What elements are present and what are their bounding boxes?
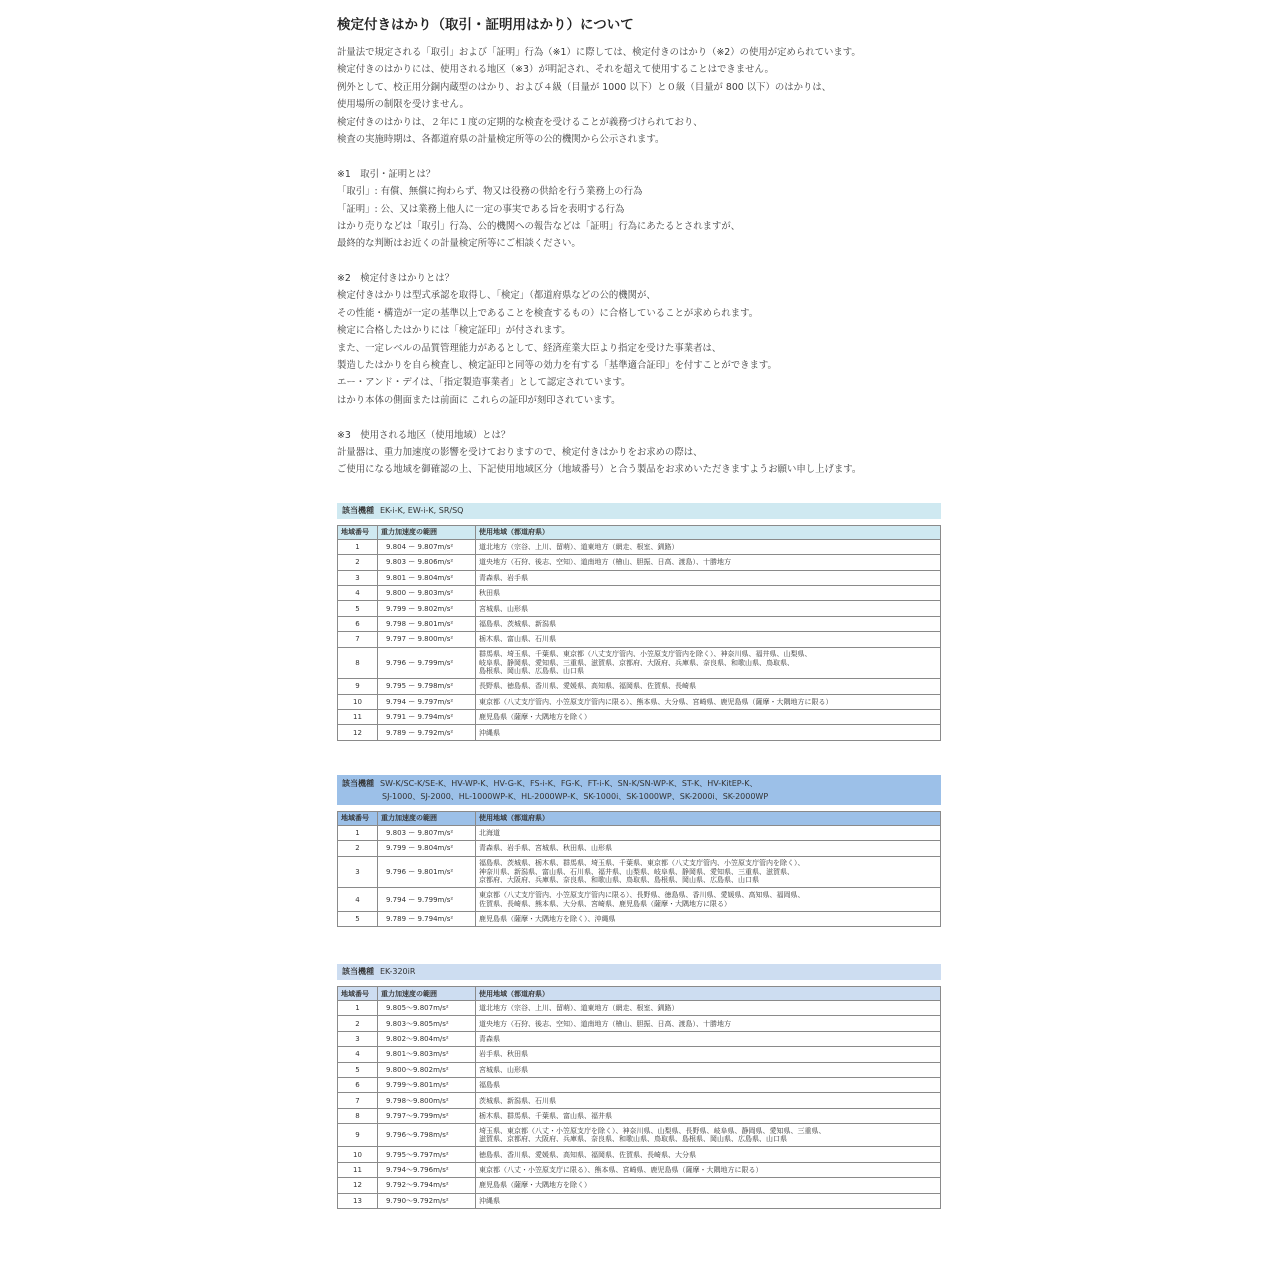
usage-area-line: 栃木県、富山県、石川県 [479, 635, 556, 644]
gravity-range-cell: 9.800 ー 9.803m/s² [378, 585, 476, 600]
usage-area-line: 滋賀県、京都府、大阪府、兵庫県、奈良県、和歌山県、鳥取県、島根県、岡山県、広島県、山口県 [479, 1135, 787, 1144]
usage-area-cell [476, 710, 941, 725]
usage-area-line: 秋田県 [479, 589, 500, 598]
note2-section [337, 270, 941, 409]
area-number-cell: 3 [338, 570, 378, 585]
usage-area-line: 島根県、岡山県、広島県、山口県 [479, 667, 584, 676]
banner-label: 該当機種 [342, 967, 374, 977]
usage-area-cell [476, 601, 941, 616]
note-heading: ※3 使用される地区（使用地域）とは？ [337, 429, 511, 441]
usage-area-line: 徳島県、香川県、愛媛県、高知県、福岡県、佐賀県、長崎県、大分県 [479, 1150, 696, 1159]
usage-area-cell [476, 632, 941, 647]
note3-section [337, 427, 941, 479]
area-number-cell: 3 [338, 1031, 378, 1046]
gravity-range-cell: 9.797 ー 9.800m/s² [378, 632, 476, 647]
gravity-range-cell: 9.796〜9.798m/s² [378, 1124, 476, 1147]
area-number-cell: 8 [338, 1108, 378, 1123]
table-row [338, 1016, 941, 1031]
table-row [338, 694, 941, 709]
area-number-cell: 1 [338, 825, 378, 840]
gravity-range-cell: 9.802〜9.804m/s² [378, 1031, 476, 1046]
area-number-cell: 10 [338, 694, 378, 709]
area-number-cell: 9 [338, 1124, 378, 1147]
text-line: 製造したはかりを自ら検査し、検定証印と同等の効力を有する「基準適合証印」を付すことができます。 [337, 360, 777, 372]
usage-area-line: 岩手県、秋田県 [479, 1050, 528, 1059]
models-banner-1 [337, 503, 941, 519]
header-area-number: 地域番号 [338, 987, 378, 1001]
usage-area-line: 京都府、大阪府、兵庫県、奈良県、和歌山県、鳥取県、島根県、岡山県、広島県、山口県 [479, 876, 759, 885]
area-number-cell: 5 [338, 911, 378, 926]
table-row [338, 1031, 941, 1046]
table-row [338, 555, 941, 570]
gravity-range-cell: 9.794〜9.796m/s² [378, 1162, 476, 1177]
area-number-cell: 11 [338, 710, 378, 725]
usage-area-line: 茨城県、新潟県、石川県 [479, 1096, 556, 1105]
usage-area-cell [476, 911, 941, 926]
gravity-range-cell: 9.798〜9.800m/s² [378, 1093, 476, 1108]
table-row [338, 1108, 941, 1123]
area-number-cell: 7 [338, 1093, 378, 1108]
note-heading: ※2 検定付きはかりとは？ [337, 273, 454, 285]
table-row [338, 601, 941, 616]
note-heading: ※1 取引・証明とは？ [337, 168, 436, 180]
usage-area-line: 青森県、岩手県 [479, 573, 528, 582]
gravity-range-cell: 9.794 ー 9.797m/s² [378, 694, 476, 709]
table-row [338, 1047, 941, 1062]
gravity-range-cell: 9.799 ー 9.804m/s² [378, 841, 476, 856]
area-table-3 [337, 986, 941, 1209]
document [337, 14, 941, 1209]
usage-area-cell [476, 856, 941, 888]
table-row [338, 1162, 941, 1177]
header-gravity-range: 重力加速度の範囲 [378, 987, 476, 1001]
table-row [338, 725, 941, 740]
gravity-range-cell: 9.803 ー 9.806m/s² [378, 555, 476, 570]
table-row [338, 632, 941, 647]
table-row [338, 1178, 941, 1193]
area-number-cell: 3 [338, 856, 378, 888]
usage-area-cell [476, 1193, 941, 1208]
banner-label: 該当機種 [342, 505, 374, 515]
text-line: 最終的な判断はお近くの計量検定所等にご相談ください。 [337, 238, 581, 250]
usage-area-line: 群馬県、埼玉県、千葉県、東京都（八丈支庁管内、小笠原支庁管内を除く）、神奈川県、福井県、山梨県、 [479, 650, 812, 658]
usage-area-line: 福島県 [479, 1081, 500, 1090]
header-usage-area: 使用地域（都道府県） [476, 811, 941, 825]
usage-area-cell [476, 1108, 941, 1123]
area-number-cell: 2 [338, 841, 378, 856]
gravity-range-cell: 9.796 ー 9.799m/s² [378, 647, 476, 679]
text-line: 「証明」: 公、又は業務上他人に一定の事実である旨を表明する行為 [337, 203, 625, 215]
table-header-row [338, 525, 941, 539]
usage-area-line: 長野県、徳島県、香川県、愛媛県、高知県、福岡県、佐賀県、長崎県 [479, 682, 696, 691]
usage-area-line: 青森県 [479, 1034, 500, 1043]
gravity-range-cell: 9.797〜9.799m/s² [378, 1108, 476, 1123]
text-line: 計量法で規定される「取引」および「証明」行為（※1）に際しては、検定付きのはかり（※2）の使用が定められています。 [337, 47, 861, 58]
usage-area-line: 福島県、茨城県、新潟県 [479, 619, 556, 628]
table-row [338, 911, 941, 926]
usage-area-line: 沖縄県 [479, 728, 500, 737]
table-row [338, 1147, 941, 1162]
area-number-cell: 4 [338, 1047, 378, 1062]
table-row [338, 888, 941, 911]
gravity-range-cell: 9.790〜9.792m/s² [378, 1193, 476, 1208]
usage-area-cell [476, 1031, 941, 1046]
area-number-cell: 4 [338, 888, 378, 911]
header-area-number: 地域番号 [338, 811, 378, 825]
usage-area-line: 神奈川県、新潟県、富山県、石川県、福井県、山梨県、岐阜県、静岡県、愛知県、三重県、滋賀県、 [479, 867, 794, 876]
area-number-cell: 8 [338, 647, 378, 679]
area-number-cell: 13 [338, 1193, 378, 1208]
table-row [338, 825, 941, 840]
table-row [338, 1093, 941, 1108]
table-row [338, 647, 941, 679]
gravity-range-cell: 9.801〜9.803m/s² [378, 1047, 476, 1062]
page-title: 検定付きはかり（取引・証明用はかり）について [337, 17, 634, 33]
gravity-range-cell: 9.794 ー 9.799m/s² [378, 888, 476, 911]
area-number-cell: 10 [338, 1147, 378, 1162]
usage-area-line: 鹿児島県（薩摩・大隅地方を除く） [479, 1181, 591, 1190]
area-number-cell: 6 [338, 616, 378, 631]
model-list: EK-320iR [380, 967, 416, 977]
table-row [338, 585, 941, 600]
gravity-range-cell: 9.795 ー 9.798m/s² [378, 679, 476, 694]
gravity-range-cell: 9.796 ー 9.801m/s² [378, 856, 476, 888]
usage-area-line: 東京都（八丈支庁管内、小笠原支庁管内に限る）、熊本県、大分県、宮崎県、鹿児島県（薩摩・大隅地方に限る） [479, 697, 833, 706]
models-banner-2 [337, 775, 941, 805]
usage-area-line: 東京都（八丈・小笠原支庁に限る）、熊本県、宮崎県、鹿児島県（薩摩・大隅地方に限る） [479, 1165, 763, 1174]
gravity-range-cell: 9.798 ー 9.801m/s² [378, 616, 476, 631]
usage-area-line: 宮城県、山形県 [479, 1065, 528, 1074]
usage-area-cell [476, 888, 941, 911]
table-row [338, 616, 941, 631]
text-line: 検定に合格したはかりには「検定証印」が付されます。 [337, 325, 571, 337]
usage-area-cell [476, 555, 941, 570]
header-usage-area: 使用地域（都道府県） [476, 987, 941, 1001]
text-line: 使用場所の制限を受けません。 [337, 99, 469, 111]
text-line: 検定付きのはかりには、使用される地区（※3）が明記され、それを超えて使用することはできません。 [337, 64, 774, 76]
area-number-cell: 12 [338, 1178, 378, 1193]
usage-area-line: 北海道 [479, 829, 500, 838]
model-list: SJ-1000、SJ-2000、HL-1000WP-K、HL-2000WP-K、SK-1000i、SK-1000WP、SK-2000i、SK-2000WP [382, 791, 769, 801]
table-row [338, 1077, 941, 1092]
usage-area-cell [476, 1016, 941, 1031]
gravity-range-cell: 9.792〜9.794m/s² [378, 1178, 476, 1193]
usage-area-line: 栃木県、群馬県、千葉県、富山県、福井県 [479, 1111, 612, 1120]
usage-area-cell [476, 1062, 941, 1077]
area-number-cell: 1 [338, 539, 378, 554]
gravity-range-cell: 9.805〜9.807m/s² [378, 1001, 476, 1016]
area-number-cell: 11 [338, 1162, 378, 1177]
usage-area-line: 埼玉県、東京都（八丈・小笠原支庁を除く）、神奈川県、山梨県、長野県、岐阜県、静岡県、愛知県、三重県、 [479, 1126, 826, 1135]
usage-area-cell [476, 1147, 941, 1162]
usage-area-line: 福島県、茨城県、栃木県、群馬県、埼玉県、千葉県、東京都（八丈支庁管内、小笠原支庁管内を除く）、 [479, 859, 805, 868]
note1-section [337, 166, 941, 253]
usage-area-cell [476, 1093, 941, 1108]
model-list: SW-K/SC-K/SE-K、HV-WP-K、HV-G-K、FS-i-K、FG-K、FT-i-K、SN-K/SN-WP-K、ST-K、HV-KitEP-K、 [380, 778, 758, 788]
usage-area-line: 宮城県、山形県 [479, 604, 528, 613]
area-number-cell: 2 [338, 1016, 378, 1031]
model-list: EK-i-K, EW-i-K, SR/SQ [380, 505, 464, 515]
usage-area-line: 道北地方（宗谷、上川、留萌）、道東地方（網走、根室、釧路） [479, 1004, 679, 1013]
text-line: はかり本体の側面または前面に これらの証印が刻印されています。 [337, 394, 621, 406]
usage-area-line: 東京都（八丈支庁管内、小笠原支庁管内に限る）、長野県、徳島県、香川県、愛媛県、高知県、福岡県、 [479, 890, 805, 899]
area-table-2 [337, 811, 941, 927]
gravity-range-cell: 9.804 ー 9.807m/s² [378, 539, 476, 554]
usage-area-cell [476, 539, 941, 554]
table-row [338, 679, 941, 694]
usage-area-cell [476, 1178, 941, 1193]
table-row [338, 1193, 941, 1208]
area-table-1 [337, 525, 941, 741]
usage-area-cell [476, 1124, 941, 1147]
table-row [338, 1001, 941, 1016]
table-row [338, 1062, 941, 1077]
area-number-cell: 4 [338, 585, 378, 600]
area-number-cell: 12 [338, 725, 378, 740]
gravity-range-cell: 9.799 ー 9.802m/s² [378, 601, 476, 616]
table-header-row [338, 987, 941, 1001]
models-banner-3 [337, 964, 941, 980]
area-number-cell: 5 [338, 601, 378, 616]
usage-area-line: 道央地方（石狩、後志、空知）、道南地方（檜山、胆振、日高、渡島）、十勝地方 [479, 1019, 731, 1028]
gravity-range-cell: 9.789 ー 9.792m/s² [378, 725, 476, 740]
text-line: その性能・構造が一定の基準以上であることを検査するもの）に合格していることが求められます。 [337, 307, 759, 319]
area-number-cell: 5 [338, 1062, 378, 1077]
header-usage-area: 使用地域（都道府県） [476, 525, 941, 539]
usage-area-cell [476, 1162, 941, 1177]
text-line: 検査の実施時期は、各都道府県の計量検定所等の公的機関から公示されます。 [337, 133, 665, 145]
gravity-range-cell: 9.803〜9.805m/s² [378, 1016, 476, 1031]
usage-area-cell [476, 694, 941, 709]
usage-area-cell [476, 1077, 941, 1092]
gravity-range-cell: 9.799〜9.801m/s² [378, 1077, 476, 1092]
area-number-cell: 7 [338, 632, 378, 647]
text-line: また、一定レベルの品質管理能力があるとして、経済産業大臣より指定を受けた事業者は、 [337, 342, 722, 354]
area-number-cell: 2 [338, 555, 378, 570]
usage-area-line: 道北地方（宗谷、上川、留萌）、道東地方（網走、根室、釧路） [479, 542, 679, 551]
area-number-cell: 1 [338, 1001, 378, 1016]
text-line: ご使用になる地域を御確認の上、下記使用地域区分（地域番号）と合う製品をお求めいただきますようお願い申し上げます。 [337, 464, 862, 476]
usage-area-cell [476, 616, 941, 631]
text-line: 例外として、校正用分銅内蔵型のはかり、および４級（目量が 1000 以下）と０級（目量が 800 以下）のはかりは、 [337, 81, 832, 93]
table-row [338, 1124, 941, 1147]
header-gravity-range: 重力加速度の範囲 [378, 525, 476, 539]
usage-area-cell [476, 679, 941, 694]
table-row [338, 539, 941, 554]
usage-area-line: 青森県、岩手県、宮城県、秋田県、山形県 [479, 844, 612, 853]
usage-area-line: 佐賀県、長崎県、熊本県、大分県、宮崎県、鹿児島県（薩摩・大隅地方に限る） [479, 899, 731, 908]
table-header-row [338, 811, 941, 825]
text-line: はかり売りなどは「取引」行為、公的機関への報告などは「証明」行為にあたるとされますが、 [337, 220, 741, 232]
usage-area-line: 岐阜県、静岡県、愛知県、三重県、滋賀県、京都府、大阪府、兵庫県、奈良県、和歌山県、鳥取県、 [479, 658, 794, 667]
table-row [338, 570, 941, 585]
header-gravity-range: 重力加速度の範囲 [378, 811, 476, 825]
usage-area-cell [476, 1001, 941, 1016]
usage-area-line: 鹿児島県（薩摩・大隅地方を除く） [479, 713, 591, 722]
area-number-cell: 6 [338, 1077, 378, 1092]
intro-paragraph [337, 44, 941, 148]
area-number-cell: 9 [338, 679, 378, 694]
gravity-range-cell: 9.795〜9.797m/s² [378, 1147, 476, 1162]
text-line: 検定付きはかりは型式承認を取得し、「検定」（都道府県などの公的機関が、 [337, 290, 656, 302]
text-line: 計量器は、重力加速度の影響を受けておりますので、検定付きはかりをお求めの際は、 [337, 446, 703, 458]
usage-area-cell [476, 825, 941, 840]
text-line: エー・アンド・デイは、「指定製造事業者」として認定されています。 [337, 377, 631, 389]
header-area-number: 地域番号 [338, 525, 378, 539]
usage-area-line: 道央地方（石狩、後志、空知）、道南地方（檜山、胆振、日高、渡島）、十勝地方 [479, 558, 731, 567]
usage-area-cell [476, 647, 941, 679]
table-row [338, 856, 941, 888]
usage-area-cell [476, 1047, 941, 1062]
usage-area-line: 沖縄県 [479, 1196, 500, 1205]
text-line: 検定付きのはかりは、２年に１度の定期的な検査を受けることが義務づけられており、 [337, 116, 703, 128]
gravity-range-cell: 9.801 ー 9.804m/s² [378, 570, 476, 585]
gravity-range-cell: 9.789 ー 9.794m/s² [378, 911, 476, 926]
usage-area-cell [476, 570, 941, 585]
gravity-range-cell: 9.791 ー 9.794m/s² [378, 710, 476, 725]
text-line: 「取引」: 有償、無償に拘わらず、物又は役務の供給を行う業務上の行為 [337, 186, 643, 198]
gravity-range-cell: 9.800〜9.802m/s² [378, 1062, 476, 1077]
usage-area-line: 鹿児島県（薩摩・大隅地方を除く）、沖縄県 [479, 914, 616, 923]
gravity-range-cell: 9.803 ー 9.807m/s² [378, 825, 476, 840]
table-row [338, 841, 941, 856]
usage-area-cell [476, 585, 941, 600]
usage-area-cell [476, 725, 941, 740]
usage-area-cell [476, 841, 941, 856]
banner-label: 該当機種 [342, 778, 374, 788]
table-row [338, 710, 941, 725]
